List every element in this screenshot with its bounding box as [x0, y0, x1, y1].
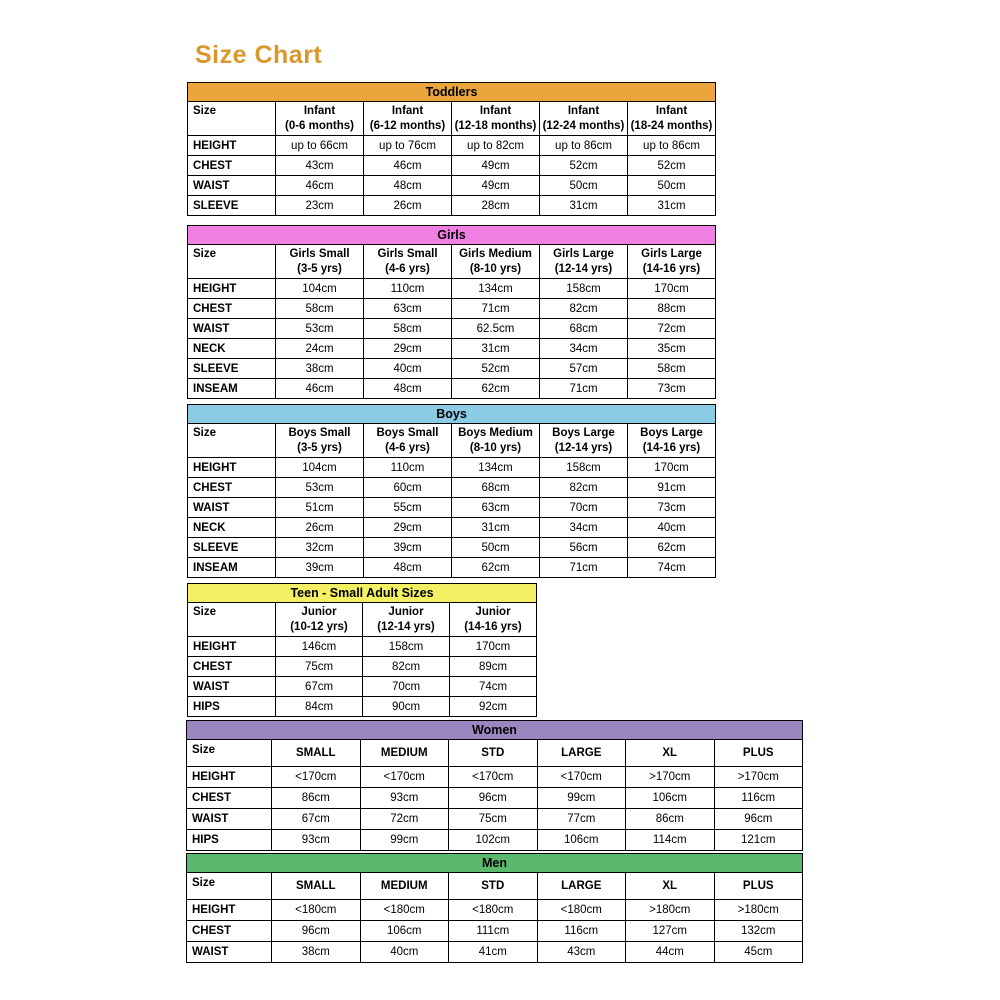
- column-age-range: (12-14 yrs): [377, 620, 435, 633]
- column-name: XL: [662, 746, 678, 759]
- cell-value: 26cm: [364, 196, 452, 216]
- column-name: Boys Small: [288, 427, 351, 439]
- cell-value: 62cm: [452, 379, 540, 399]
- cell-value: 116cm: [714, 788, 803, 809]
- cell-value: up to 66cm: [276, 136, 364, 156]
- cell-value: 53cm: [276, 478, 364, 498]
- column-header: [449, 740, 538, 767]
- column-name: Infant: [655, 105, 688, 117]
- cell-value: <170cm: [449, 767, 538, 788]
- column-header: [628, 102, 716, 136]
- cell-value: 31cm: [452, 339, 540, 359]
- cell-value: >180cm: [714, 900, 803, 921]
- cell-value: 48cm: [364, 379, 452, 399]
- cell-value: 89cm: [450, 657, 537, 677]
- cell-value: <170cm: [272, 767, 361, 788]
- cell-value: 67cm: [276, 677, 363, 697]
- cell-value: 60cm: [364, 478, 452, 498]
- cell-value: 45cm: [714, 942, 803, 963]
- row-label: CHEST: [188, 156, 276, 176]
- column-age-range: (12-18 months): [454, 119, 537, 132]
- cell-value: 46cm: [276, 379, 364, 399]
- column-name: LARGE: [561, 746, 602, 759]
- column-header: [364, 102, 452, 136]
- cell-value: up to 86cm: [628, 136, 716, 156]
- cell-value: 170cm: [628, 279, 716, 299]
- column-header: [272, 740, 361, 767]
- cell-value: 50cm: [540, 176, 628, 196]
- column-name: Infant: [479, 105, 512, 117]
- cell-value: 71cm: [540, 379, 628, 399]
- column-name: Girls Large: [641, 248, 702, 260]
- cell-value: 110cm: [364, 279, 452, 299]
- table-row: [187, 921, 803, 942]
- column-age-range: (12-14 yrs): [554, 262, 613, 275]
- cell-value: 24cm: [276, 339, 364, 359]
- row-label: CHEST: [188, 657, 276, 677]
- column-name: Infant: [391, 105, 424, 117]
- cell-value: <180cm: [537, 900, 626, 921]
- column-name: Girls Small: [377, 248, 438, 260]
- page-title: Size Chart: [195, 41, 323, 69]
- cell-value: 28cm: [452, 196, 540, 216]
- column-name: Boys Medium: [458, 427, 533, 439]
- table-row: [188, 156, 716, 176]
- table-row: [188, 279, 716, 299]
- column-name: Junior: [388, 606, 424, 618]
- table-row: [188, 339, 716, 359]
- cell-value: 93cm: [360, 788, 449, 809]
- row-label: SLEEVE: [188, 196, 276, 216]
- cell-value: 72cm: [360, 809, 449, 830]
- cell-value: 106cm: [537, 830, 626, 851]
- table-band-men: Men: [187, 854, 803, 873]
- cell-value: 50cm: [452, 538, 540, 558]
- cell-value: 74cm: [450, 677, 537, 697]
- cell-value: up to 76cm: [364, 136, 452, 156]
- row-label: WAIST: [187, 942, 272, 963]
- cell-value: 40cm: [360, 942, 449, 963]
- row-label: INSEAM: [188, 379, 276, 399]
- cell-value: 68cm: [540, 319, 628, 339]
- size-column-header: Size: [188, 424, 276, 458]
- column-name: XL: [662, 879, 678, 892]
- cell-value: 52cm: [452, 359, 540, 379]
- column-age-range: (18-24 months): [630, 119, 713, 132]
- cell-value: 31cm: [540, 196, 628, 216]
- cell-value: >170cm: [626, 767, 715, 788]
- row-label: INSEAM: [188, 558, 276, 578]
- table-row: [188, 558, 716, 578]
- column-age-range: (10-12 yrs): [290, 620, 348, 633]
- row-label: NECK: [188, 339, 276, 359]
- row-label: CHEST: [187, 921, 272, 942]
- cell-value: 82cm: [540, 478, 628, 498]
- column-age-range: (12-24 months): [542, 119, 625, 132]
- table-band-girls: Girls: [188, 226, 716, 245]
- column-header: [276, 102, 364, 136]
- column-header: [540, 245, 628, 279]
- cell-value: 62cm: [628, 538, 716, 558]
- column-name: MEDIUM: [380, 879, 428, 892]
- row-label: HEIGHT: [188, 279, 276, 299]
- cell-value: 67cm: [272, 809, 361, 830]
- cell-value: 43cm: [276, 156, 364, 176]
- column-name: MEDIUM: [380, 746, 428, 759]
- cell-value: 96cm: [449, 788, 538, 809]
- cell-value: <180cm: [360, 900, 449, 921]
- cell-value: 46cm: [364, 156, 452, 176]
- cell-value: 110cm: [364, 458, 452, 478]
- cell-value: 38cm: [272, 942, 361, 963]
- cell-value: 57cm: [540, 359, 628, 379]
- size-column-header: Size: [187, 873, 272, 900]
- size-table-teen: [187, 583, 537, 717]
- column-header: [714, 740, 803, 767]
- cell-value: 82cm: [540, 299, 628, 319]
- cell-value: 49cm: [452, 156, 540, 176]
- table-row: [188, 458, 716, 478]
- column-name: LARGE: [561, 879, 602, 892]
- cell-value: 158cm: [540, 458, 628, 478]
- column-header: [272, 873, 361, 900]
- cell-value: 93cm: [272, 830, 361, 851]
- cell-value: 104cm: [276, 458, 364, 478]
- table-row: [187, 900, 803, 921]
- column-name: Boys Large: [552, 427, 615, 439]
- cell-value: up to 86cm: [540, 136, 628, 156]
- cell-value: 146cm: [276, 637, 363, 657]
- table-row: [188, 478, 716, 498]
- table-row: [188, 176, 716, 196]
- column-age-range: (14-16 yrs): [464, 620, 522, 633]
- cell-value: 75cm: [449, 809, 538, 830]
- cell-value: 63cm: [364, 299, 452, 319]
- cell-value: 72cm: [628, 319, 716, 339]
- column-name: SMALL: [295, 879, 336, 892]
- cell-value: 75cm: [276, 657, 363, 677]
- cell-value: 43cm: [537, 942, 626, 963]
- table-row: [187, 809, 803, 830]
- table-row: [188, 136, 716, 156]
- column-age-range: (14-16 yrs): [642, 441, 701, 454]
- column-name: Girls Medium: [459, 248, 532, 260]
- cell-value: 73cm: [628, 379, 716, 399]
- cell-value: 29cm: [364, 518, 452, 538]
- table-row: [187, 830, 803, 851]
- cell-value: 88cm: [628, 299, 716, 319]
- cell-value: 53cm: [276, 319, 364, 339]
- row-label: CHEST: [187, 788, 272, 809]
- column-age-range: (4-6 yrs): [385, 441, 430, 454]
- column-name: PLUS: [742, 879, 774, 892]
- table-row: [188, 299, 716, 319]
- row-label: SLEEVE: [188, 359, 276, 379]
- column-age-range: (8-10 yrs): [469, 262, 522, 275]
- column-header: [364, 245, 452, 279]
- cell-value: 77cm: [537, 809, 626, 830]
- column-name: Boys Small: [376, 427, 439, 439]
- column-age-range: (14-16 yrs): [642, 262, 701, 275]
- cell-value: 50cm: [628, 176, 716, 196]
- row-label: HEIGHT: [187, 767, 272, 788]
- cell-value: 86cm: [272, 788, 361, 809]
- cell-value: 86cm: [626, 809, 715, 830]
- row-label: WAIST: [188, 498, 276, 518]
- cell-value: 26cm: [276, 518, 364, 538]
- cell-value: <180cm: [449, 900, 538, 921]
- table-row: [188, 697, 537, 717]
- column-header: [276, 245, 364, 279]
- row-label: HIPS: [188, 697, 276, 717]
- cell-value: 39cm: [276, 558, 364, 578]
- cell-value: 34cm: [540, 339, 628, 359]
- cell-value: 40cm: [364, 359, 452, 379]
- cell-value: 91cm: [628, 478, 716, 498]
- cell-value: 34cm: [540, 518, 628, 538]
- cell-value: 23cm: [276, 196, 364, 216]
- column-name: Infant: [303, 105, 336, 117]
- table-row: [188, 657, 537, 677]
- cell-value: 29cm: [364, 339, 452, 359]
- cell-value: 99cm: [360, 830, 449, 851]
- table-row: [187, 788, 803, 809]
- row-label: WAIST: [188, 677, 276, 697]
- cell-value: 134cm: [452, 279, 540, 299]
- table-row: [188, 677, 537, 697]
- table-row: [187, 767, 803, 788]
- column-header: [276, 603, 363, 637]
- cell-value: 158cm: [363, 637, 450, 657]
- row-label: WAIST: [188, 176, 276, 196]
- column-header: [364, 424, 452, 458]
- cell-value: 127cm: [626, 921, 715, 942]
- column-header: [449, 873, 538, 900]
- cell-value: 106cm: [360, 921, 449, 942]
- column-header: [540, 424, 628, 458]
- size-column-header: Size: [187, 740, 272, 767]
- row-label: SLEEVE: [188, 538, 276, 558]
- column-age-range: (4-6 yrs): [385, 262, 430, 275]
- cell-value: 111cm: [449, 921, 538, 942]
- row-label: HEIGHT: [187, 900, 272, 921]
- column-header: [626, 873, 715, 900]
- column-name: Boys Large: [640, 427, 703, 439]
- column-header: [540, 102, 628, 136]
- size-table-toddlers: [187, 82, 716, 216]
- cell-value: 132cm: [714, 921, 803, 942]
- row-label: HEIGHT: [188, 136, 276, 156]
- cell-value: <170cm: [537, 767, 626, 788]
- cell-value: 55cm: [364, 498, 452, 518]
- column-header: [452, 102, 540, 136]
- column-header: [363, 603, 450, 637]
- row-label: NECK: [188, 518, 276, 538]
- cell-value: 52cm: [540, 156, 628, 176]
- column-header: [360, 873, 449, 900]
- cell-value: 96cm: [272, 921, 361, 942]
- cell-value: 62cm: [452, 558, 540, 578]
- table-row: [188, 319, 716, 339]
- size-table-boys: [187, 404, 716, 578]
- column-age-range: (12-14 yrs): [554, 441, 613, 454]
- cell-value: 170cm: [450, 637, 537, 657]
- cell-value: 71cm: [540, 558, 628, 578]
- cell-value: 116cm: [537, 921, 626, 942]
- column-header: [452, 245, 540, 279]
- cell-value: 48cm: [364, 176, 452, 196]
- cell-value: 70cm: [540, 498, 628, 518]
- cell-value: 158cm: [540, 279, 628, 299]
- cell-value: <180cm: [272, 900, 361, 921]
- size-table-girls: [187, 225, 716, 399]
- size-column-header: Size: [188, 245, 276, 279]
- cell-value: 82cm: [363, 657, 450, 677]
- cell-value: <170cm: [360, 767, 449, 788]
- table-band-toddlers: Toddlers: [188, 83, 716, 102]
- cell-value: >170cm: [714, 767, 803, 788]
- column-name: SMALL: [295, 746, 336, 759]
- size-table-men: [186, 853, 803, 963]
- table-row: [188, 538, 716, 558]
- cell-value: 71cm: [452, 299, 540, 319]
- row-label: HEIGHT: [188, 637, 276, 657]
- table-row: [188, 196, 716, 216]
- cell-value: 58cm: [364, 319, 452, 339]
- cell-value: 44cm: [626, 942, 715, 963]
- table-row: [188, 498, 716, 518]
- column-age-range: (3-5 yrs): [297, 262, 342, 275]
- cell-value: 99cm: [537, 788, 626, 809]
- column-name: Infant: [567, 105, 600, 117]
- column-name: Junior: [301, 606, 337, 618]
- size-column-header: Size: [188, 102, 276, 136]
- column-age-range: (3-5 yrs): [297, 441, 342, 454]
- cell-value: 31cm: [628, 196, 716, 216]
- table-row: [187, 942, 803, 963]
- column-name: STD: [481, 746, 505, 759]
- column-age-range: (6-12 months): [369, 119, 446, 132]
- row-label: CHEST: [188, 299, 276, 319]
- table-row: [188, 518, 716, 538]
- cell-value: 48cm: [364, 558, 452, 578]
- row-label: CHEST: [188, 478, 276, 498]
- cell-value: 114cm: [626, 830, 715, 851]
- cell-value: >180cm: [626, 900, 715, 921]
- column-header: [628, 245, 716, 279]
- column-age-range: (0-6 months): [285, 119, 354, 132]
- column-header: [450, 603, 537, 637]
- table-row: [188, 359, 716, 379]
- column-name: Girls Small: [289, 248, 350, 260]
- row-label: WAIST: [187, 809, 272, 830]
- column-header: [276, 424, 364, 458]
- cell-value: 121cm: [714, 830, 803, 851]
- column-header: [714, 873, 803, 900]
- cell-value: up to 82cm: [452, 136, 540, 156]
- cell-value: 58cm: [276, 299, 364, 319]
- cell-value: 40cm: [628, 518, 716, 538]
- cell-value: 73cm: [628, 498, 716, 518]
- cell-value: 46cm: [276, 176, 364, 196]
- column-name: Girls Large: [553, 248, 614, 260]
- cell-value: 63cm: [452, 498, 540, 518]
- cell-value: 104cm: [276, 279, 364, 299]
- size-table-women: [186, 720, 803, 851]
- cell-value: 56cm: [540, 538, 628, 558]
- table-row: [188, 379, 716, 399]
- column-name: Junior: [475, 606, 511, 618]
- cell-value: 51cm: [276, 498, 364, 518]
- row-label: WAIST: [188, 319, 276, 339]
- cell-value: 134cm: [452, 458, 540, 478]
- size-column-header: Size: [188, 603, 276, 637]
- row-label: HIPS: [187, 830, 272, 851]
- cell-value: 70cm: [363, 677, 450, 697]
- column-header: [360, 740, 449, 767]
- cell-value: 62.5cm: [452, 319, 540, 339]
- cell-value: 31cm: [452, 518, 540, 538]
- cell-value: 52cm: [628, 156, 716, 176]
- column-header: [452, 424, 540, 458]
- cell-value: 90cm: [363, 697, 450, 717]
- cell-value: 68cm: [452, 478, 540, 498]
- cell-value: 106cm: [626, 788, 715, 809]
- column-header: [537, 740, 626, 767]
- table-row: [188, 637, 537, 657]
- cell-value: 41cm: [449, 942, 538, 963]
- cell-value: 96cm: [714, 809, 803, 830]
- cell-value: 39cm: [364, 538, 452, 558]
- cell-value: 170cm: [628, 458, 716, 478]
- cell-value: 32cm: [276, 538, 364, 558]
- table-band-teen: Teen - Small Adult Sizes: [188, 584, 537, 603]
- table-band-boys: Boys: [188, 405, 716, 424]
- column-header: [537, 873, 626, 900]
- cell-value: 102cm: [449, 830, 538, 851]
- cell-value: 58cm: [628, 359, 716, 379]
- column-age-range: (8-10 yrs): [469, 441, 522, 454]
- cell-value: 49cm: [452, 176, 540, 196]
- cell-value: 38cm: [276, 359, 364, 379]
- column-name: PLUS: [742, 746, 774, 759]
- cell-value: 35cm: [628, 339, 716, 359]
- column-header: [628, 424, 716, 458]
- cell-value: 74cm: [628, 558, 716, 578]
- column-header: [626, 740, 715, 767]
- cell-value: 84cm: [276, 697, 363, 717]
- cell-value: 92cm: [450, 697, 537, 717]
- row-label: HEIGHT: [188, 458, 276, 478]
- table-band-women: Women: [187, 721, 803, 740]
- column-name: STD: [481, 879, 505, 892]
